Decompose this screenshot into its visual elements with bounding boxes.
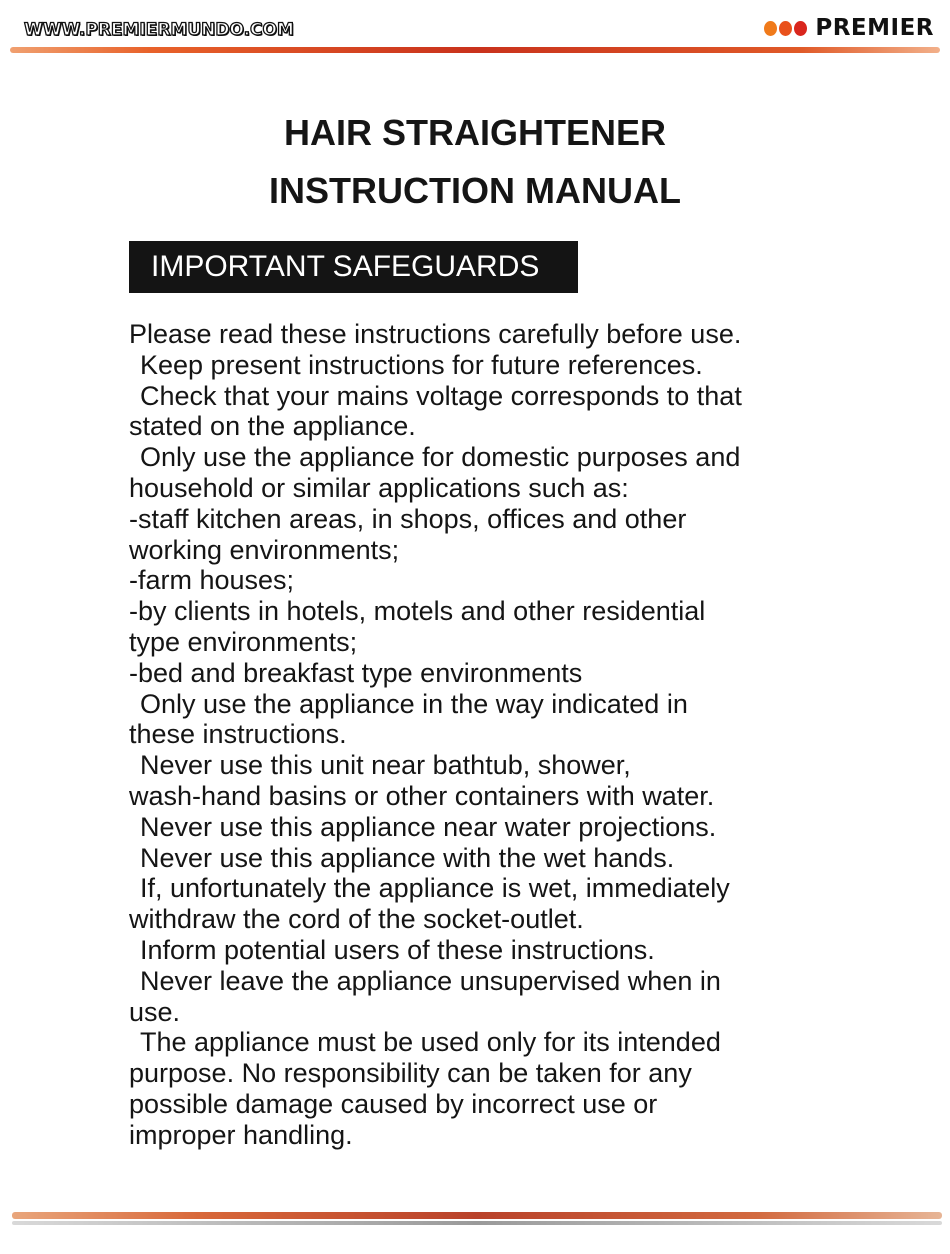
brand-logo — [764, 15, 934, 41]
brand-dots-icon — [764, 21, 807, 36]
text-line: Never leave the appliance unsupervised when in — [140, 965, 721, 996]
text-line: Please read these instructions carefully before use. — [129, 319, 742, 349]
text-line: wash-hand basins or other containers with water. — [129, 780, 715, 811]
brand-dot — [794, 21, 807, 36]
text-line: The appliance must be used only for its intended — [140, 1027, 721, 1058]
brand-name: PREMIER — [815, 15, 934, 41]
text-line: Keep present instructions for future references. — [140, 349, 703, 380]
brand-dot — [764, 21, 777, 36]
text-line: -bed and breakfast type environments — [129, 657, 583, 688]
website-url: WWW.PREMIERMUNDO.COM — [24, 20, 294, 40]
text-line: Never use this appliance with the wet hands. — [140, 842, 675, 873]
text-line: improper handling. — [129, 1119, 353, 1150]
text-line: these instructions. — [129, 719, 347, 750]
text-line: If, unfortunately the appliance is wet, immediately — [140, 873, 730, 904]
text-line: household or similar applications such as: — [129, 472, 629, 503]
text-line: working environments; — [129, 534, 400, 565]
text-line: possible damage caused by incorrect use or — [129, 1088, 658, 1119]
safeguards-text — [129, 319, 929, 1151]
page-title — [0, 104, 950, 220]
footer-divider-shadow — [12, 1221, 942, 1225]
section-heading: IMPORTANT SAFEGUARDS — [129, 241, 578, 293]
text-line: Never use this appliance near water projections. — [140, 811, 717, 842]
text-line: Inform potential users of these instructions. — [140, 934, 655, 965]
brand-dot — [779, 21, 792, 36]
text-line: -farm houses; — [129, 565, 295, 596]
text-line: Never use this unit near bathtub, shower, — [140, 750, 631, 781]
title-line-2: INSTRUCTION MANUAL — [269, 170, 681, 211]
text-line: type environments; — [129, 626, 358, 657]
text-line: -staff kitchen areas, in shops, offices and other — [129, 503, 687, 534]
text-line: Check that your mains voltage corresponds to that — [140, 380, 742, 411]
text-line: Only use the appliance for domestic purposes and — [140, 442, 741, 473]
title-line-1: HAIR STRAIGHTENER — [283, 112, 666, 153]
text-line: -by clients in hotels, motels and other residential — [129, 596, 706, 627]
header-divider — [10, 47, 940, 53]
footer-divider — [12, 1212, 942, 1219]
text-line: withdraw the cord of the socket-outlet. — [129, 904, 584, 935]
text-line: use. — [129, 996, 181, 1027]
text-line: Only use the appliance in the way indicated in — [140, 688, 688, 719]
text-line: stated on the appliance. — [129, 411, 416, 442]
text-line: purpose. No responsibility can be taken for any — [129, 1058, 692, 1089]
